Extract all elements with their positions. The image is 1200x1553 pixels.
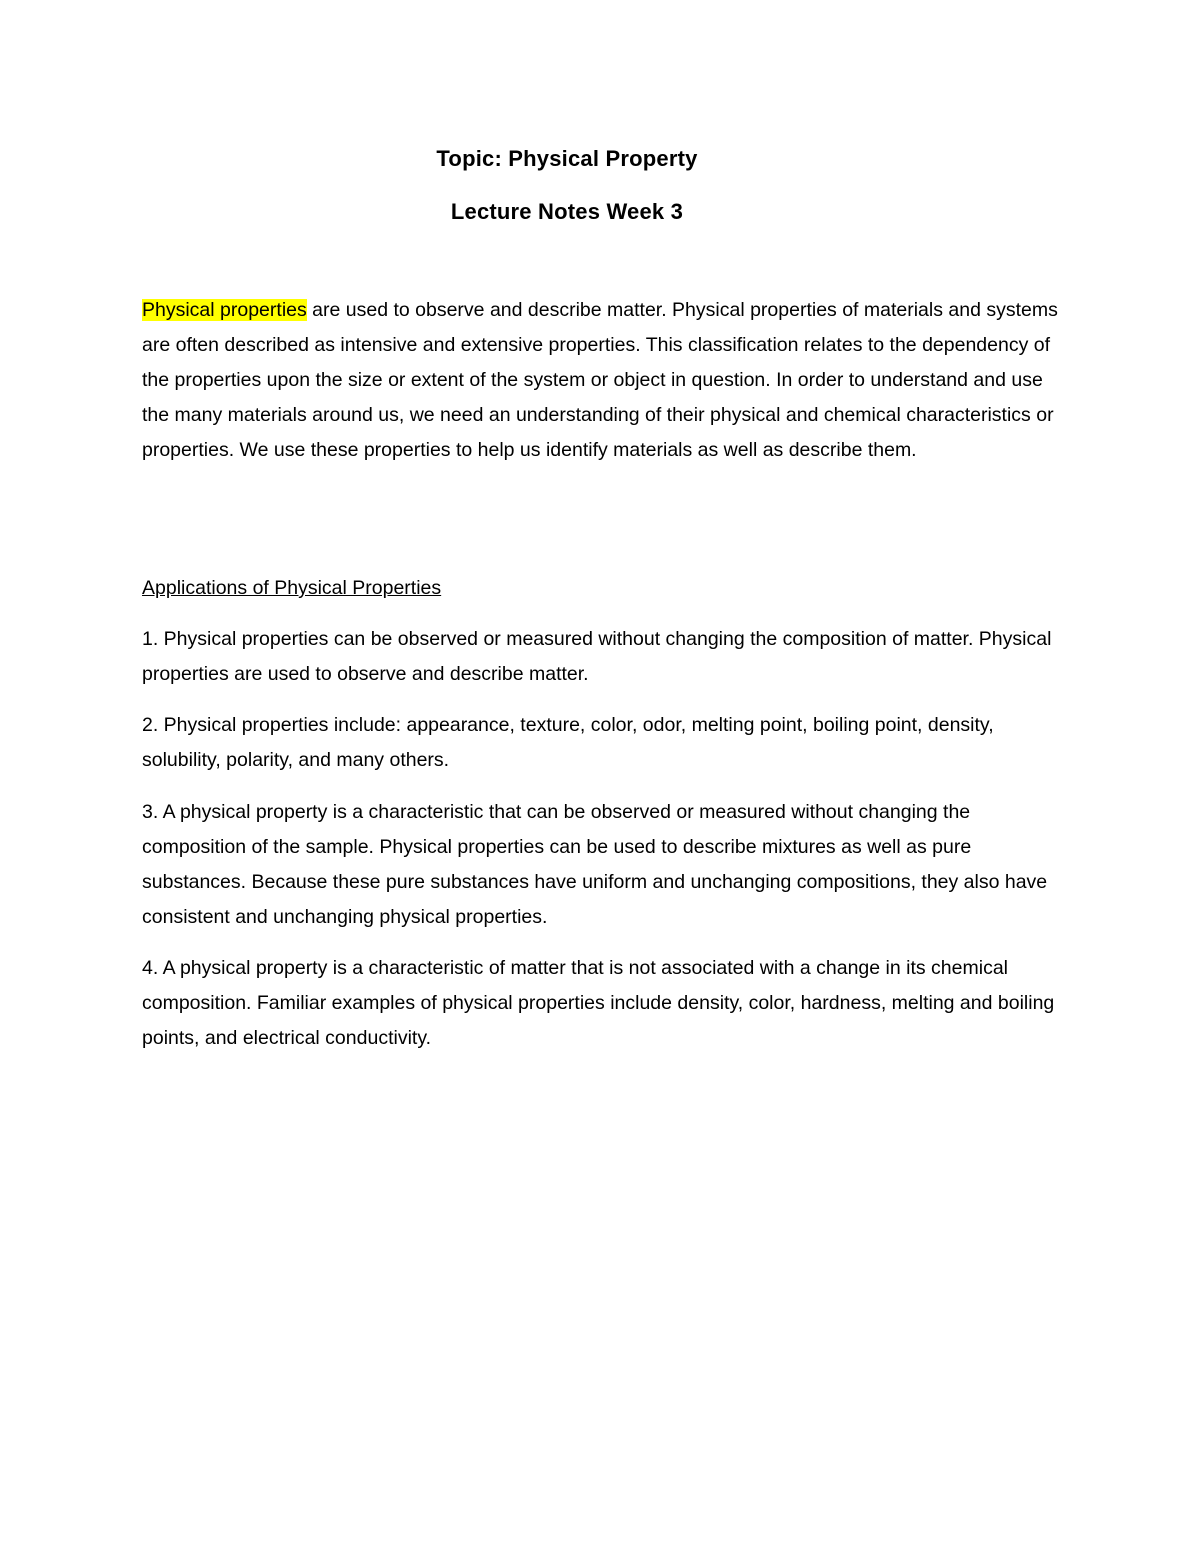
list-item: 3. A physical property is a characteristic that can be observed or measured without changing the composition of the sample. Physical properties can be used to describe mixtures as well as pure substances. Because these pure substances have uniform and unchanging compositions, they also have consistent and unchanging physical properties. (142, 801, 1048, 928)
highlighted-term: Physical properties (142, 299, 307, 321)
list-item: 4. A physical property is a characteristic of matter that is not associated with a change in its chemical composition. Familiar examples of physical properties include density, color, hardness, melting and boiling points, and electrical conductivity. (142, 957, 1055, 1049)
list-item: 1. Physical properties can be observed or measured without changing the composition of matter. Physical properties are used to observe and describe matter. (142, 628, 1052, 685)
list-item: 2. Physical properties include: appearance, texture, color, odor, melting point, boiling point, density, solubility, polarity, and many others. (142, 714, 994, 771)
document-title: Topic: Physical Property (436, 146, 698, 171)
intro-text: are used to observe and describe matter. Physical properties of materials and systems are often described as intensive and extensive properties. This classification relates to the dependency of the properties upon the size or extent of the system or object in question. In order to understand and use the many materials around us, we need an understanding of their physical and chemical characteristics or properties. We use these properties to help us identify materials as well as describe them. (142, 299, 1058, 461)
section-heading: Applications of Physical Properties (142, 577, 442, 599)
intro-paragraph (142, 293, 1062, 468)
document-subtitle: Lecture Notes Week 3 (450, 199, 684, 224)
